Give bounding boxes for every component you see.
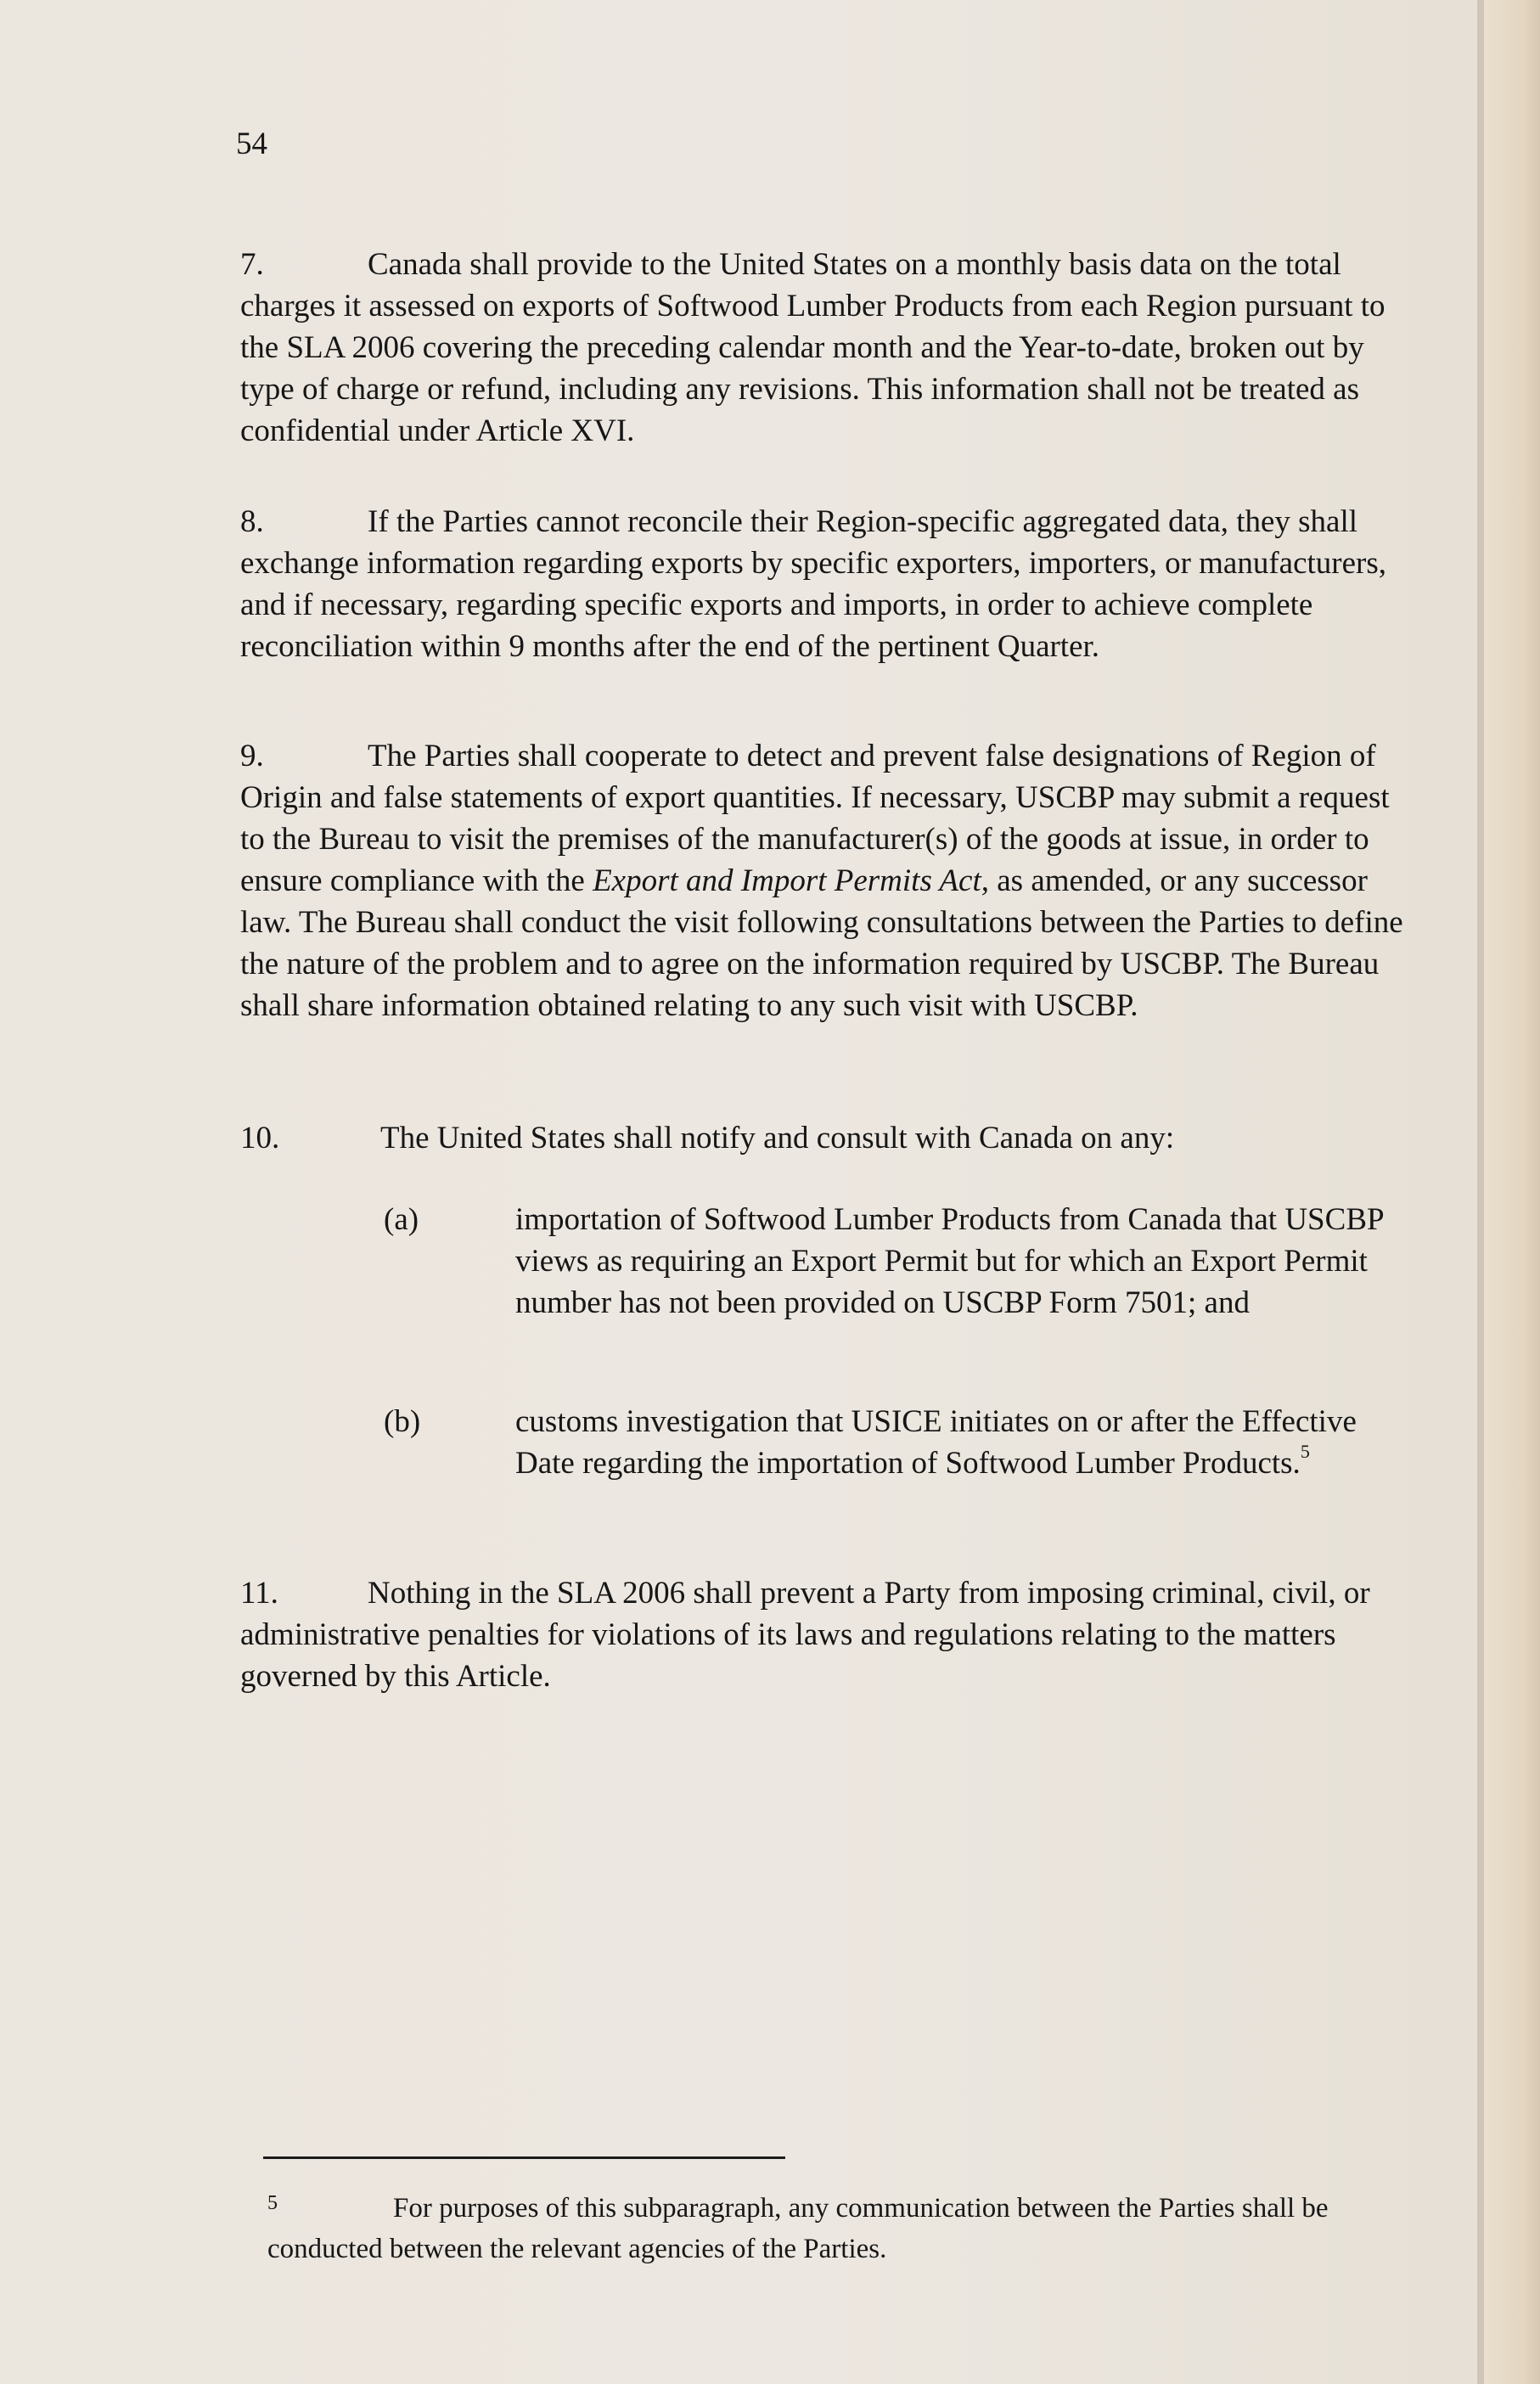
page-number: 54 — [236, 127, 267, 161]
footnote-separator — [263, 2156, 785, 2159]
paragraph-text-cont: as amended, or any successor law. The Bureau shall conduct the visit following consultations between the Parties to define the nature of the problem and to agree on the information required by USCBP. The Bureau shall share information obtained relating to any such visit with USCBP. — [240, 863, 1403, 1023]
subparagraph-text: importation of Softwood Lumber Products from Canada that USCBP views as requiring an Export Permit but for which an Export Permit number has not been provided on USCBP Form 7501; and — [515, 1202, 1384, 1320]
footnote-text: For purposes of this subparagraph, any communication between the Parties shall be conducted between the relevant agencies of the Parties. — [267, 2193, 1329, 2264]
subparagraph-label: (a) — [384, 1202, 419, 1237]
subparagraph-label: (b) — [384, 1404, 421, 1439]
paragraph-text: The United States shall notify and consult with Canada on any: — [380, 1121, 1175, 1155]
paragraph-text: If the Parties cannot reconcile their Region-specific aggregated data, they shall exchange information regarding exports by specific exporters, importers, or manufacturers, and if necessary, regarding specific exports and imports, in order to achieve complete reconciliation within 9 months after the end of the pertinent Quarter. — [240, 504, 1387, 664]
paragraph-text: Canada shall provide to the United States on a monthly basis data on the total charges it assessed on exports of Softwood Lumber Products from each Region pursuant to the SLA 2006 covering the preceding calendar month and the Year-to-date, broken out by type of charge or refund, including any revisions. This information shall not be treated as confidential under Article XVI. — [240, 247, 1385, 448]
footnote — [267, 2183, 1422, 2269]
subparagraph-text-wrap — [515, 1401, 1415, 1484]
subparagraph-text: customs investigation that USICE initiates on or after the Effective Date regarding the importation of Softwood Lumber Products. — [515, 1404, 1357, 1481]
paragraph-number: 8. — [240, 504, 264, 539]
paragraph-11 — [240, 1572, 1420, 1697]
paragraph-number: 10. — [240, 1121, 280, 1155]
footnote-mark: 5 — [267, 2192, 278, 2214]
paragraph-7 — [240, 244, 1420, 452]
paragraph-number: 9. — [240, 739, 264, 773]
paragraph-number: 7. — [240, 247, 264, 282]
paragraph-text: Nothing in the SLA 2006 shall prevent a Party from imposing criminal, civil, or administrative penalties for violations of its laws and regulations relating to the matters governed by this Article. — [240, 1576, 1370, 1694]
book-fore-edge — [1484, 0, 1540, 2384]
paragraph-text: The Parties shall cooperate to detect and prevent false designations of Region of Origin and false statements of export quantities. If necessary, USCBP may submit a request to the Bureau to visit the premises of the manufacturer(s) of the goods at issue, in order to ensure compliance with the — [240, 739, 1390, 898]
page-edge-shadow — [1477, 0, 1484, 2384]
paragraph-8 — [240, 501, 1420, 667]
statute-title: Export and Import Permits Act, — [593, 863, 989, 898]
footnote-reference[interactable]: 5 — [1300, 1441, 1310, 1462]
paragraph-9 — [240, 735, 1420, 1026]
paragraph-10 — [240, 1117, 1420, 1159]
paragraph-number: 11. — [240, 1576, 278, 1611]
